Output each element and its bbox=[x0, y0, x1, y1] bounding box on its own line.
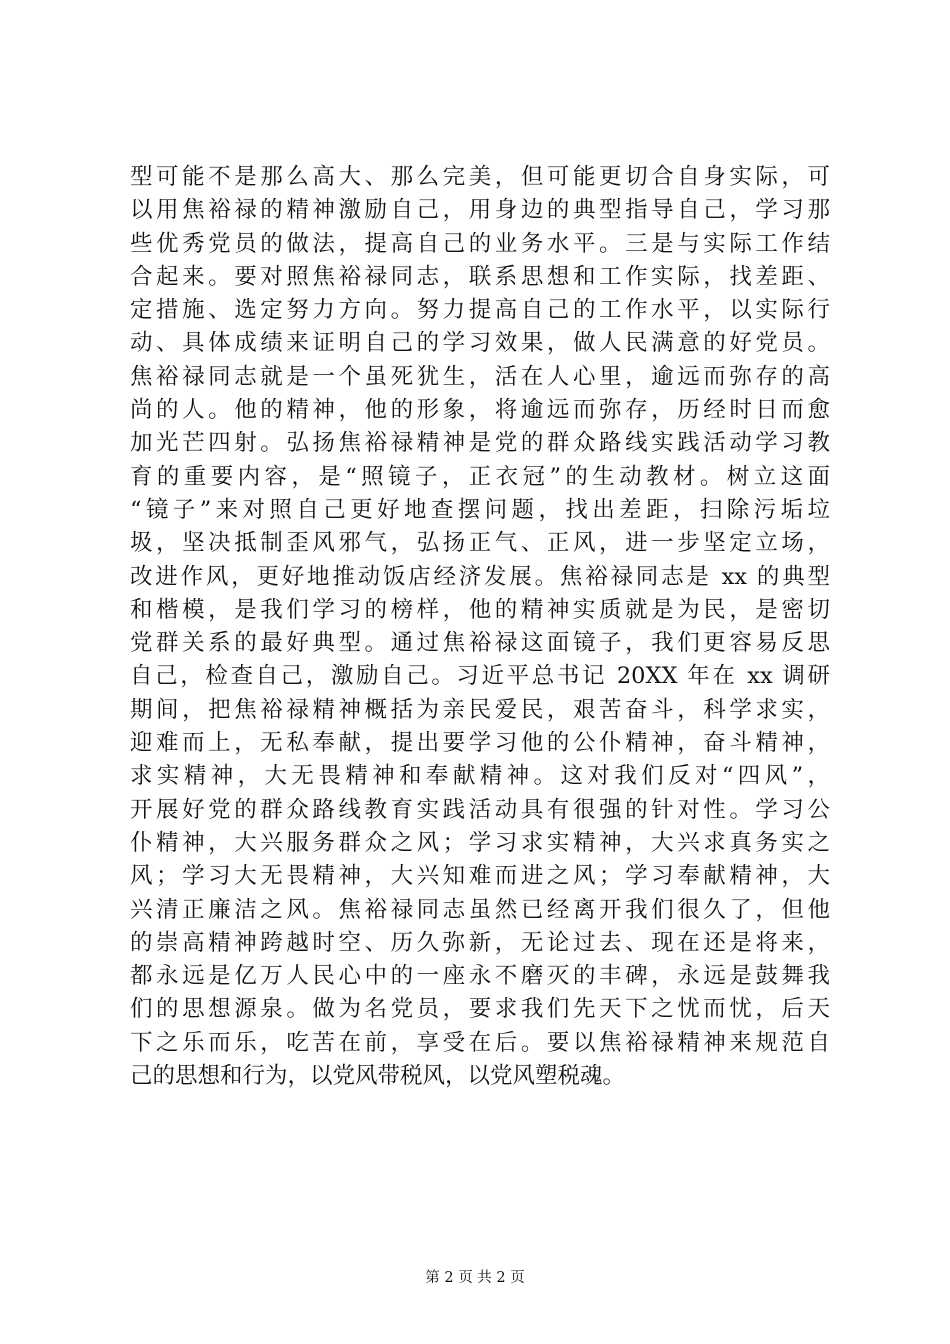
page-number-indicator: 第 2 页 共 2 页 bbox=[425, 1270, 525, 1286]
body-text-line: 加光芒四射。弘扬焦裕禄精神是党的群众路线实践活动学习教 bbox=[130, 430, 830, 457]
body-text-line: 育的重要内容，是“照镜子，正衣冠”的生动教材。树立这面 bbox=[130, 463, 830, 490]
body-text-line: 都永远是亿万人民心中的一座永不磨灭的丰碑，永远是鼓舞我 bbox=[130, 963, 830, 990]
body-text-line: 迎难而上，无私奉献，提出要学习他的公仆精神，奋斗精神， bbox=[130, 730, 830, 757]
page-footer bbox=[0, 1268, 950, 1288]
body-text-line: 求实精神，大无畏精神和奉献精神。这对我们反对“四风”， bbox=[130, 763, 830, 790]
body-text-line: 改进作风，更好地推动饭店经济发展。焦裕禄同志是 xx 的典型 bbox=[130, 563, 830, 590]
body-text-line: 合起来。要对照焦裕禄同志，联系思想和工作实际，找差距、 bbox=[130, 263, 830, 290]
body-text-line: 和楷模，是我们学习的榜样，他的精神实质就是为民，是密切 bbox=[130, 596, 830, 623]
body-text-line: 动、具体成绩来证明自己的学习效果，做人民满意的好党员。 bbox=[130, 330, 830, 357]
body-text-line: 自己，检查自己，激励自己。习近平总书记 20XX 年在 xx 调研 bbox=[130, 663, 830, 690]
body-text-line: “镜子”来对照自己更好地查摆问题，找出差距，扫除污垢垃 bbox=[130, 496, 830, 523]
body-text-line: 以用焦裕禄的精神激励自己，用身边的典型指导自己，学习那 bbox=[130, 197, 830, 224]
body-text-line: 尚的人。他的精神，他的形象，将逾远而弥存，历经时日而愈 bbox=[130, 397, 830, 424]
body-text-line: 们的思想源泉。做为名党员，要求我们先天下之忧而忧，后天 bbox=[130, 996, 830, 1023]
body-text-line: 风；学习大无畏精神，大兴知难而进之风；学习奉献精神，大 bbox=[130, 863, 830, 890]
body-text-line: 型可能不是那么高大、那么完美，但可能更切合自身实际，可 bbox=[130, 164, 830, 190]
body-text-line: 己的思想和行为，以党风带税风，以党风塑税魂。 bbox=[130, 1063, 626, 1090]
body-text-line: 下之乐而乐，吃苦在前，享受在后。要以焦裕禄精神来规范自 bbox=[130, 1029, 830, 1056]
body-text-line: 圾，坚决抵制歪风邪气，弘扬正气、正风，进一步坚定立场， bbox=[130, 530, 830, 557]
body-text-line: 仆精神，大兴服务群众之风；学习求实精神，大兴求真务实之 bbox=[130, 829, 830, 856]
body-text-line: 期间，把焦裕禄精神概括为亲民爱民，艰苦奋斗，科学求实， bbox=[130, 696, 830, 723]
body-text-line: 些优秀党员的做法，提高自己的业务水平。三是与实际工作结 bbox=[130, 230, 830, 257]
body-text-line: 的崇高精神跨越时空、历久弥新，无论过去、现在还是将来， bbox=[130, 929, 830, 956]
body-text-line: 党群关系的最好典型。通过焦裕禄这面镜子，我们更容易反思 bbox=[130, 630, 830, 657]
body-text-line: 焦裕禄同志就是一个虽死犹生，活在人心里，逾远而弥存的高 bbox=[130, 363, 830, 390]
body-text-line: 兴清正廉洁之风。焦裕禄同志虽然已经离开我们很久了，但他 bbox=[130, 896, 830, 923]
document-body bbox=[130, 161, 830, 1093]
body-text-line: 开展好党的群众路线教育实践活动具有很强的针对性。学习公 bbox=[130, 796, 830, 823]
body-text-line: 定措施、选定努力方向。努力提高自己的工作水平，以实际行 bbox=[130, 297, 830, 324]
